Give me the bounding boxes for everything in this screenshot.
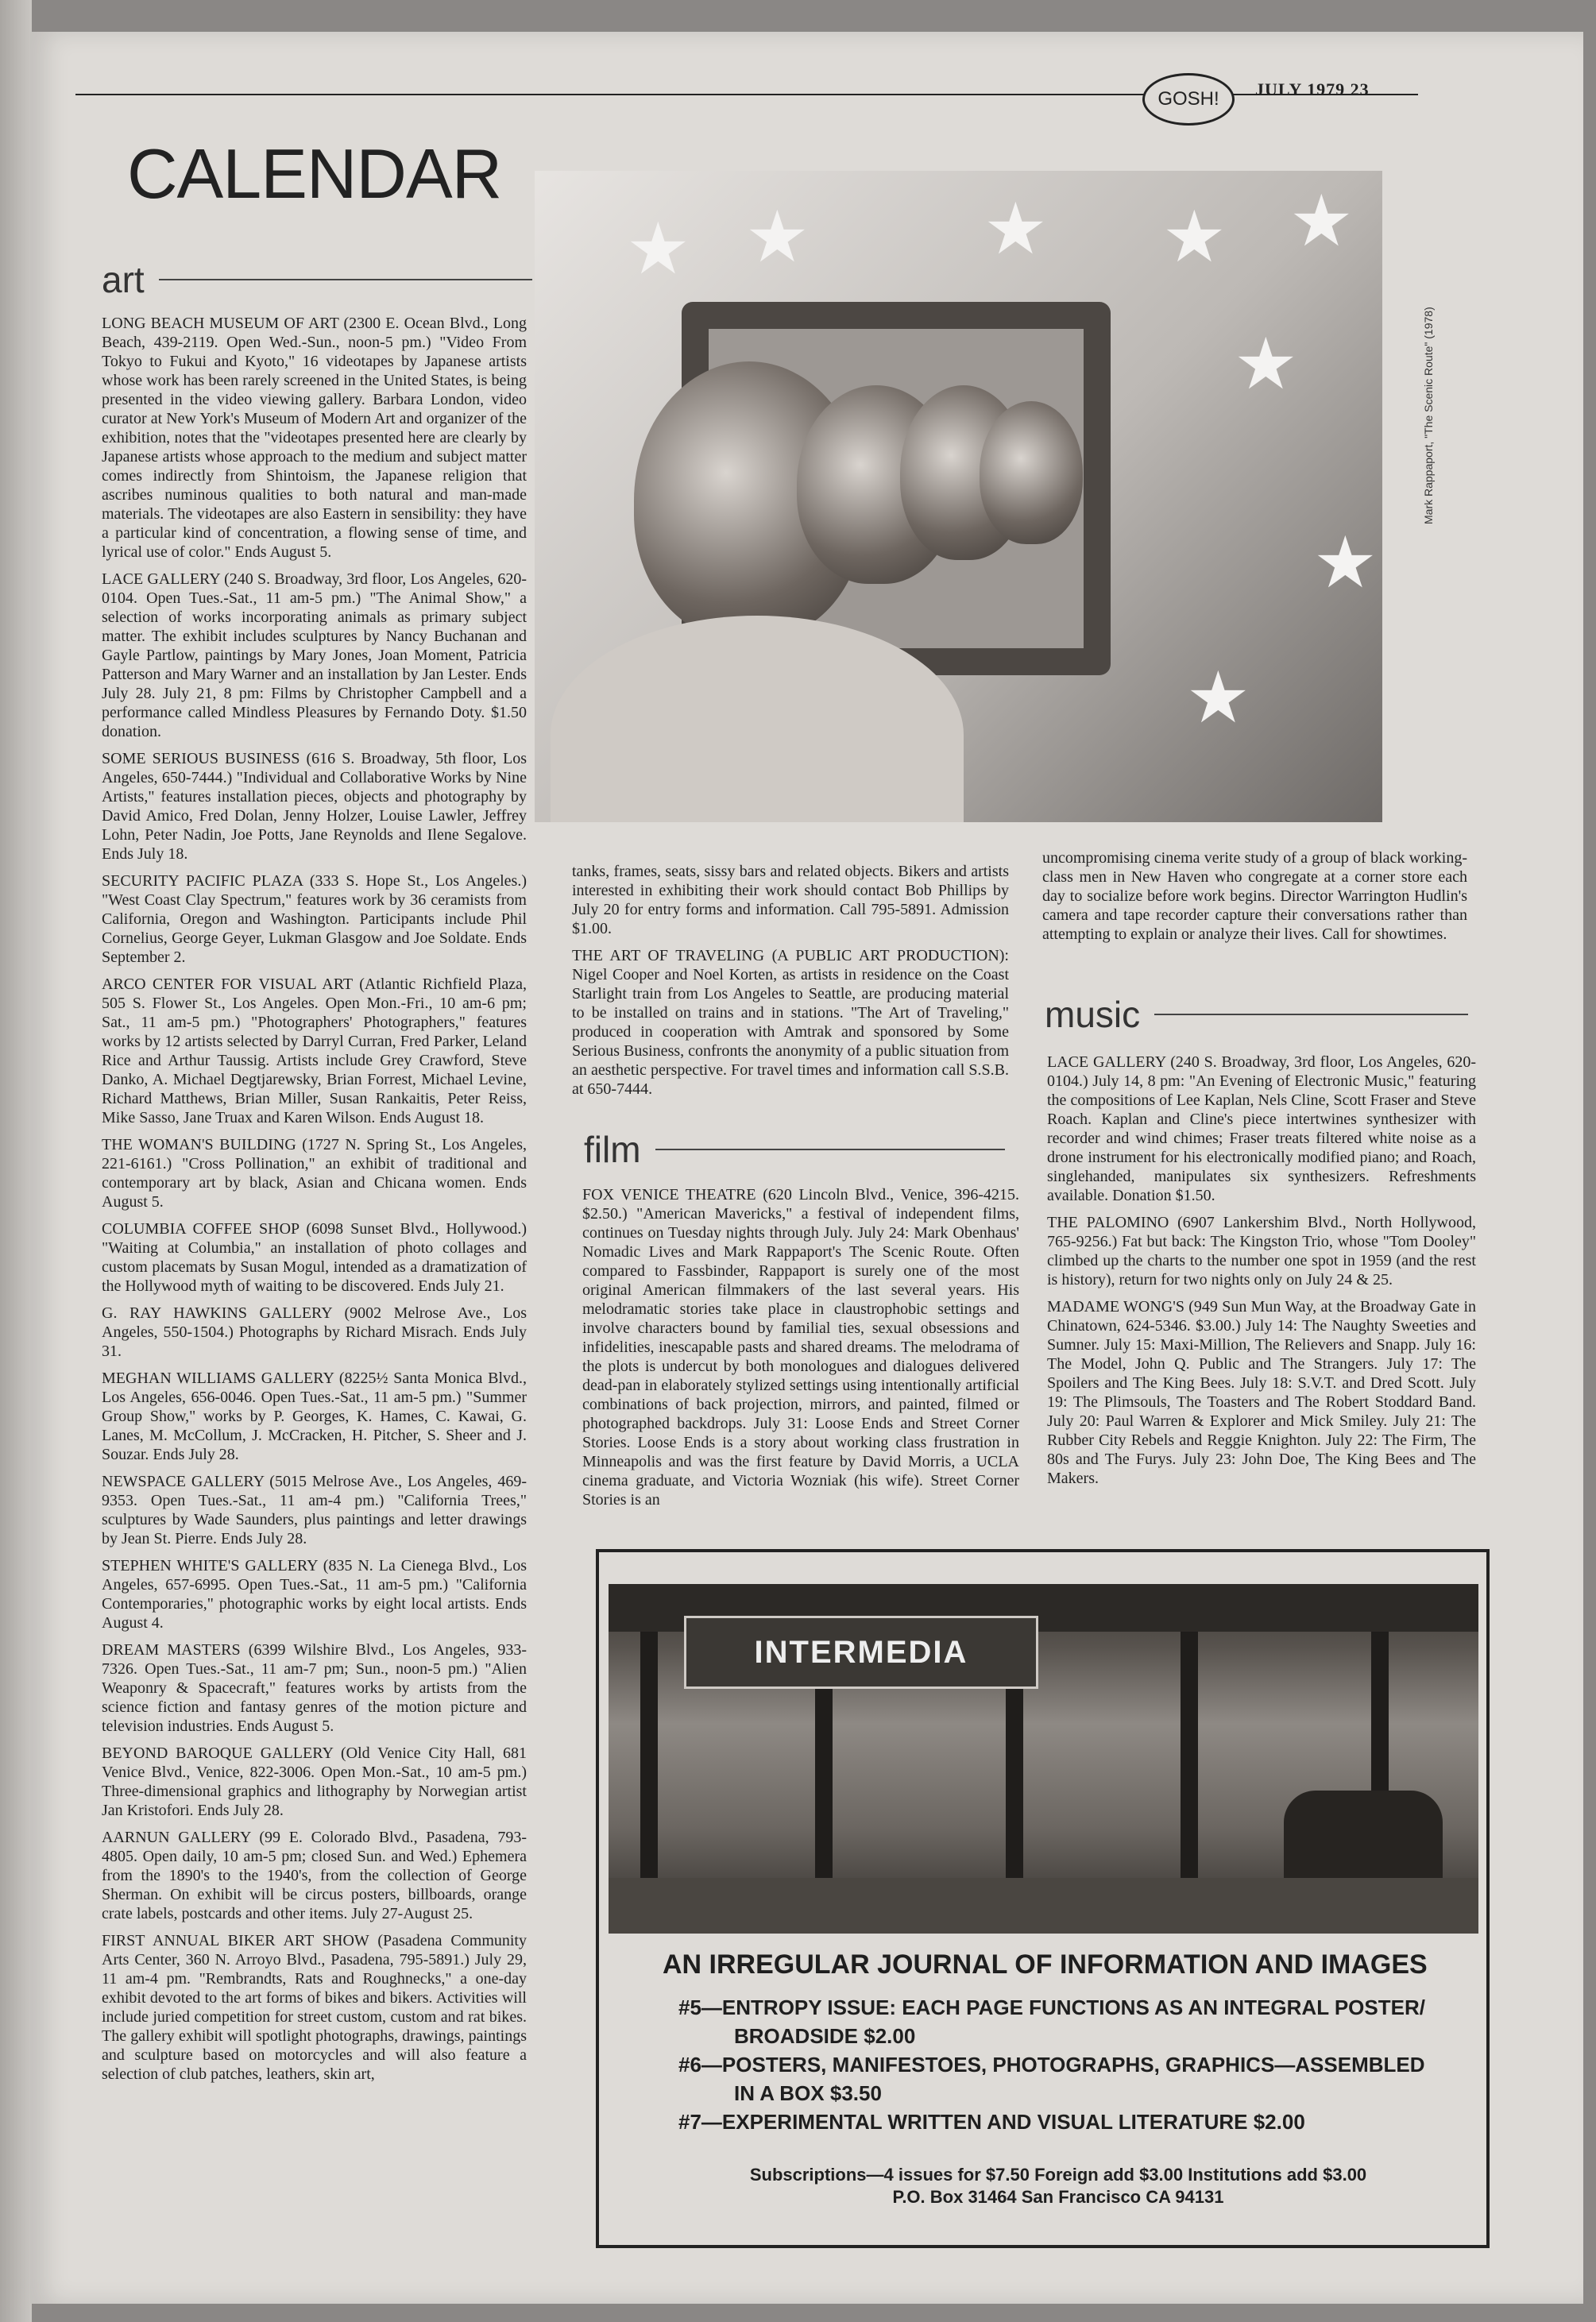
listing: uncompromising cinema verite study of a group of black working-class men in New Haven who congregate at a corner store each day to socialize before work begins. Director Warrington Hudlin's camera and tape recorder capture their conversations rather than attempting to explain or analyze their lives. Call for showtimes. bbox=[1042, 849, 1467, 943]
star-shape: ★ bbox=[1289, 183, 1354, 261]
listing: THE PALOMINO (6907 Lankershim Blvd., North Hollywood, 765-9256.) Fat but back: The Kingston Trio, whose "Tom Dooley" climbed up the charts to the number one spot in 1959 (and the rest is history), return for two nights only on July 24 & 25. bbox=[1047, 1214, 1476, 1288]
star-shape: ★ bbox=[1313, 524, 1378, 603]
listing: NEWSPACE GALLERY (5015 Melrose Ave., Los Angeles, 469-9353. Open Tues.-Sat., 11 am-4 pm.) "California Trees," sculptures by Wade Saunders, plus paintings and letter drawings by Jean St. Pierre. Ends July 28. bbox=[102, 1473, 527, 1547]
ground bbox=[609, 1878, 1478, 1934]
listing: DREAM MASTERS (6399 Wilshire Blvd., Los Angeles, 933-7326. Open Tues.-Sat., 11 am-7 pm; Sun., noon-5 pm.) "Alien Weaponry & Spacecraft," features works by artists from the science fiction and fantasy genres of the motion picture and television industries. Ends August 5. bbox=[102, 1641, 527, 1735]
section-head-film bbox=[584, 1128, 1005, 1171]
calendar-title: CALENDAR bbox=[127, 134, 502, 213]
issue-date-page: JULY 1979 23 bbox=[1255, 79, 1370, 99]
ad-issue-list bbox=[678, 1994, 1441, 2137]
figure-head bbox=[980, 401, 1083, 544]
intermedia-sign: INTERMEDIA bbox=[684, 1616, 1038, 1689]
gosh-logo: GOSH! bbox=[1142, 73, 1235, 126]
listing: ARCO CENTER FOR VISUAL ART (Atlantic Richfield Plaza, 505 S. Flower St., Los Angeles. Open Mon.-Fri., 10 am-6 pm; Sat., 11 am-5 pm.) "Photographers' Photographers," features works by 12 artists selected by Darryl Curran, Fred Parker, Leland Rice and Arthur Taussig. Artists include Grey Crawford, Steve Danko, A. Michael Degtjarewsky, Brian Forrest, Michael Levine, Richard Matthews, Brian Miller, Susan Rankaitis, Peter Reiss, Mike Sasso, Jane Truax and Karen Wilson. Ends August 18. bbox=[102, 976, 527, 1126]
listing: SECURITY PACIFIC PLAZA (333 S. Hope St., Los Angeles.) "West Coast Clay Spectrum," features work by 36 ceramists from California, Oregon and Washington. Participants include Phil Cornelius, George Geyer, Lukman Glasgow and Joe Soldate. Ends September 2. bbox=[102, 872, 527, 966]
listing: tanks, frames, seats, sissy bars and related objects. Bikers and artists interested in exhibiting their work should contact Bob Phillips by July 20 for entry forms and information. Call 795-5891. Admission $1.00. bbox=[572, 863, 1009, 937]
star-shape: ★ bbox=[626, 211, 690, 289]
section-rule bbox=[1154, 1014, 1468, 1015]
ad-item: IN A BOX $3.50 bbox=[734, 2081, 882, 2105]
photo-credit: Mark Rappaport, "The Scenic Route" (1978) bbox=[1422, 307, 1435, 524]
section-label-film: film bbox=[584, 1129, 641, 1170]
subscription-line: Subscriptions—4 issues for $7.50 Foreign add $3.00 Institutions add $3.00 bbox=[749, 2165, 1367, 2185]
listing: MEGHAN WILLIAMS GALLERY (8225½ Santa Monica Blvd., Los Angeles, 656-0046. Open Tues.-Sat., 11 am-5 pm.) "Summer Group Show," works by P. Georges, K. Hames, C. Kawai, G. Lanes, M. McCollum, J. McCracken, H. Pitcher, S. Sheer and J. Souzar. Ends July 28. bbox=[102, 1370, 527, 1463]
art-column-middle bbox=[572, 862, 1009, 1107]
film-column-right bbox=[1042, 848, 1467, 952]
section-label-music: music bbox=[1045, 994, 1141, 1035]
ad-item: BROADSIDE $2.00 bbox=[734, 2024, 916, 2048]
star-shape: ★ bbox=[983, 191, 1048, 269]
listing: STEPHEN WHITE'S GALLERY (835 N. La Cienega Blvd., Los Angeles, 657-6995. Open Tues.-Sat., 11 am-5 pm.) "California Contemporaries," photographic works by eight local artists. Ends August 4. bbox=[102, 1557, 527, 1632]
ad-item: #5—ENTROPY ISSUE: EACH PAGE FUNCTIONS AS AN INTEGRAL POSTER/ bbox=[678, 1996, 1425, 2019]
ad-item: #6—POSTERS, MANIFESTOES, PHOTOGRAPHS, GRAPHICS—ASSEMBLED bbox=[678, 2053, 1425, 2077]
adjacent-page-edge bbox=[0, 0, 32, 2322]
section-rule bbox=[655, 1149, 1005, 1150]
listing: THE ART OF TRAVELING (A PUBLIC ART PRODUCTION): Nigel Cooper and Noel Korten, as artists in residence on the Coast Starlight train from Los Angeles to Seattle, are producing material to be installed on trains and in stations. "The Art of Traveling," produced in cooperation with Amtrak and sponsored by Some Serious Business, confronts the anonymity of a public situation from an aesthetic perspective. For travel times and information call S.S.B. at 650-7444. bbox=[572, 947, 1009, 1098]
listing: G. RAY HAWKINS GALLERY (9002 Melrose Ave., Los Angeles, 550-1504.) Photographs by Richard Misrach. Ends July 31. bbox=[102, 1304, 527, 1360]
mailing-address: P.O. Box 31464 San Francisco CA 94131 bbox=[892, 2187, 1224, 2207]
listing: COLUMBIA COFFEE SHOP (6098 Sunset Blvd., Hollywood.) "Waiting at Columbia," an installation of photo collages and custom placemats by Susan Mogul, intended as a dramatization of the Hollywood myth of waiting to be discovered. Ends July 21. bbox=[102, 1220, 527, 1295]
film-still-photo bbox=[535, 171, 1382, 822]
music-column-right bbox=[1047, 1053, 1476, 1496]
star-shape: ★ bbox=[1186, 659, 1250, 738]
ad-headline: AN IRREGULAR JOURNAL OF INFORMATION AND IMAGES bbox=[663, 1949, 1428, 1980]
section-rule bbox=[159, 279, 532, 280]
listing: SOME SERIOUS BUSINESS (616 S. Broadway, 5th floor, Los Angeles, 650-7444.) "Individual and Collaborative Works by Nine Artists," features installation pieces, objects and photography by David Amico, Fred Dolan, Jenny Holzer, Louise Lawler, Jeffrey Lohn, Peter Nadin, Joe Potts, Jane Reynolds and Ilene Segalove. Ends July 18. bbox=[102, 750, 527, 863]
star-shape: ★ bbox=[1162, 199, 1227, 277]
listing: LACE GALLERY (240 S. Broadway, 3rd floor, Los Angeles, 620-0104. Open Tues.-Sat., 11 am-5 pm.) "The Animal Show," a selection of works incorporating animals as primary subject matter. The exhibit includes sculptures by Nancy Buchanan and Gayle Partlow, paintings by Mary Jones, Joan Moment, Patricia Patterson and Mary Warner and an installation by Jan Lester. Ends July 28. July 21, 8 pm: Films by Christopher Campbell and a performance called Mindless Pleasures by Fernando Doty. $1.50 donation. bbox=[102, 570, 527, 740]
listing: BEYOND BAROQUE GALLERY (Old Venice City Hall, 681 Venice Blvd., Venice, 822-3006. Open Mon.-Sat., 10 am-5 pm.) Three-dimensional graphics and lithography by Norwegian artist Jan Kristofori. Ends July 28. bbox=[102, 1744, 527, 1819]
section-head-art bbox=[102, 258, 532, 301]
ad-item: #7—EXPERIMENTAL WRITTEN AND VISUAL LITERATURE $2.00 bbox=[678, 2110, 1305, 2134]
section-label-art: art bbox=[102, 259, 145, 300]
listing: MADAME WONG'S (949 Sun Mun Way, at the Broadway Gate in Chinatown, 624-5346. $3.00.) July 14: The Naughty Sweeties and Sumner. July 15: Maxi-Million, The Relievers and Snapp. July 16: The Model, John Q. Public and The Strangers. July 17: The Spoilers and The King Bees. July 18: S.V.T. and Dred Scott. July 19: The Plimsouls, The Toasters and The Robert Stoddard Band. July 20: Paul Warren & Explorer and Mick Smiley. July 21: The Rubber City Rebels and Reggie Knighton. July 22: The Firm, The 80s and The Furys. July 23: John Doe, The King Bees and The Makers. bbox=[1047, 1298, 1476, 1487]
listing: THE WOMAN'S BUILDING (1727 N. Spring St., Los Angeles, 221-6161.) "Cross Pollination," an exhibit of traditional and contemporary art by black, Asian and Chicana women. Ends August 5. bbox=[102, 1136, 527, 1211]
star-shape: ★ bbox=[745, 199, 810, 277]
listing: LONG BEACH MUSEUM OF ART (2300 E. Ocean Blvd., Long Beach, 439-2119. Open Wed.-Sun., noon-5 pm.) "Video From Tokyo to Fukui and Kyoto," 16 videotapes by Japanese artists whose work has been rarely screened in the United States, is being presented in the video viewing gallery. Barbara London, video curator at New York's Museum of Modern Art and organizer of the exhibition, notes that the "videotapes presented here are clearly by Japanese artists whose approach to the medium and subject matter comes indirectly from Shintoism, the Japanese religion that ascribes numinous qualities to both natural and man-made materials. The videotapes are also Eastern in sensibility: they have a particular kind of concentration, a flowing sense of time, and lyrical use of color." Ends August 5. bbox=[102, 315, 527, 561]
intermedia-advertisement bbox=[596, 1549, 1490, 2248]
film-column-middle bbox=[582, 1185, 1019, 1517]
ad-subscriptions bbox=[701, 2164, 1416, 2208]
listing: LACE GALLERY (240 S. Broadway, 3rd floor, Los Angeles, 620-0104.) July 14, 8 pm: "An Evening of Electronic Music," featuring the compositions of Lee Kaplan, Nels Cline, Scott Fraser and Steve Roach. Kaplan and Cline's piece intertwines synthesizer with recorder and wind chimes; Fraser treats filtered white noise as a drone instrument for his electronically modified piano; and Roach, singlehanded, manipulates six synthesizers. Refreshments available. Donation $1.50. bbox=[1047, 1053, 1476, 1204]
section-head-music bbox=[1045, 993, 1468, 1036]
listing: FIRST ANNUAL BIKER ART SHOW (Pasadena Community Arts Center, 360 N. Arroyo Blvd., Pasadena, 795-5891.) July 29, 11 am-4 pm. "Rembrandts, Rats and Roughnecks," a one-day exhibit devoted to the art forms of bikes and bikers. Activities will include juried competition for street custom, custom and rat bikes. The gallery exhibit will spotlight photographs, drawings, paintings and sculpture based on motorcycles and will also feature a selection of club patches, leathers, skin art, bbox=[102, 1932, 527, 2083]
art-column-left bbox=[102, 314, 527, 2092]
listing: FOX VENICE THEATRE (620 Lincoln Blvd., Venice, 396-4215. $2.50.) "American Mavericks," a festival of independent films, continues on Tuesday nights through July. July 24: Mark Obenhaus' Nomadic Lives and Mark Rappaport's The Scenic Route. Often compared to Fassbinder, Rappaport is surely one of the most original American filmmakers of the last several years. His melodramatic stories take place in claustrophobic settings and involve characters bound by familial ties, sexual obsessions and infidelities, inescapable pasts and shared dreams. The melodrama of the plots is undercut by both monologues and dialogues delivered dead-pan in elaborately stylized settings using intentionally artificial combinations of back projection, mirrors, and painted, filmed or photographed backdrops. July 31: Loose Ends and Street Corner Stories. Loose Ends is a story about working class frustration in Minneapolis and was the first feature by David Morris, a UCLA cinema graduate, and Victoria Wozniak (his wife). Street Corner Stories is an bbox=[582, 1186, 1019, 1509]
ad-photo-canopy bbox=[609, 1584, 1478, 1934]
star-shape: ★ bbox=[1234, 326, 1298, 404]
listing: AARNUN GALLERY (99 E. Colorado Blvd., Pasadena, 793-4805. Open daily, 10 am-5 pm; closed Sun. and Wed.) Ephemera from the 1890's to the 1940's, from the collection of George Sherman. On exhibit will be circus posters, billboards, orange crate labels, postcards and other items. July 27-August 25. bbox=[102, 1829, 527, 1922]
